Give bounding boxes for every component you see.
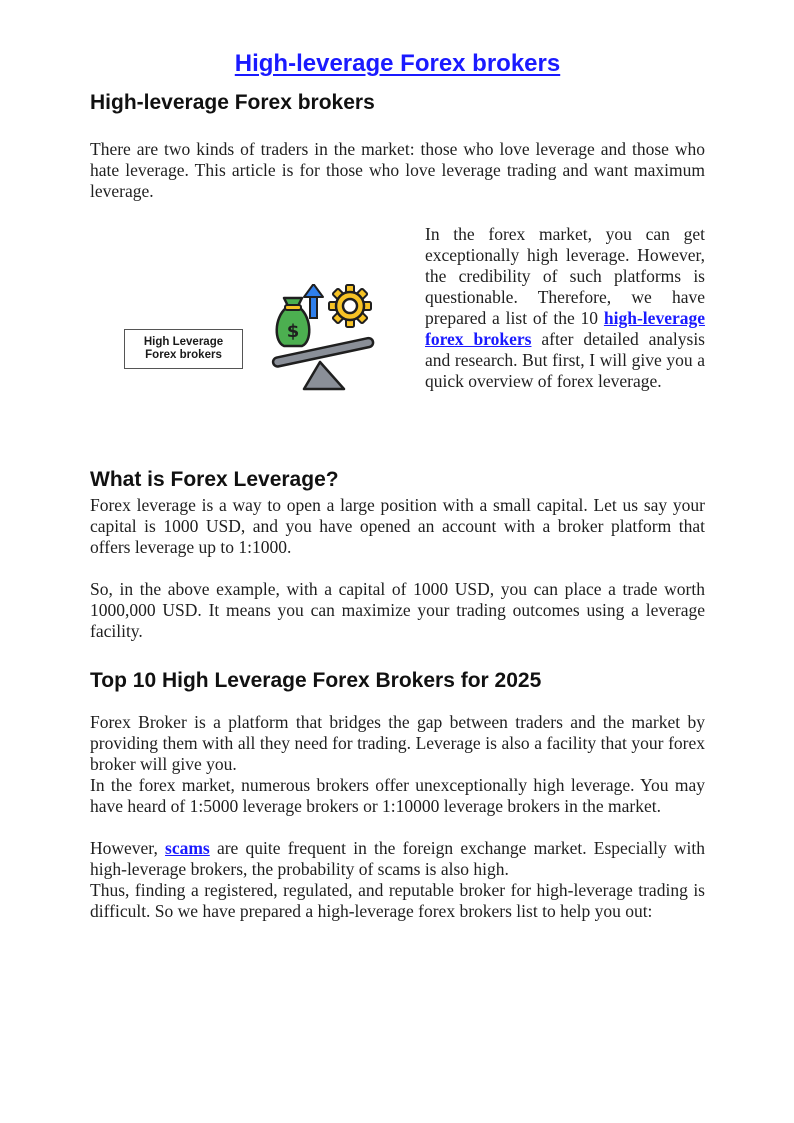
top-p3-after: are quite frequent in the foreign exchange market. Especially with high-leverage brokers, the probability of scams is also high. xyxy=(90,838,706,879)
top-paragraph-2: In the forex market, numerous brokers offer unexceptionally high leverage. You may have heard of 1:5000 leverage brokers or 1:10000 leverage brokers in the market. xyxy=(90,775,705,816)
intro-figure-section xyxy=(90,224,705,449)
title-link[interactable]: High-leverage Forex brokers xyxy=(234,50,561,77)
scams-link[interactable]: scams xyxy=(165,838,210,858)
top-paragraph-1: Forex Broker is a platform that bridges the gap between traders and the market by providing them with all they need for trading. Leverage is also a facility that your forex broker will give you. xyxy=(90,712,705,774)
side-paragraph xyxy=(425,224,705,449)
svg-text:$: $ xyxy=(286,321,300,342)
up-arrow-icon xyxy=(304,284,323,318)
side-text-part1: In the forex market, you can get exceptionally high leverage. However, the credibility of such platforms is questionable. Therefore, we have prepared a list of the 10 xyxy=(425,224,705,328)
gear-icon xyxy=(329,285,371,327)
figure-caption-box xyxy=(124,329,243,369)
document-page xyxy=(90,50,705,922)
what-paragraph-1: Forex leverage is a way to open a large position with a small capital. Let us say your capital is 1000 USD, and you have opened an account with a broker platform that offers leverage up to 1:1000. xyxy=(90,495,705,557)
main-heading: High-leverage Forex brokers xyxy=(90,91,375,114)
brokers-link[interactable]: high-leverage forex brokers xyxy=(425,308,705,349)
money-bag-icon xyxy=(277,298,310,346)
top-paragraph-3 xyxy=(90,838,705,880)
side-text-part2: after detailed analysis and research. But first, I will give you a quick overview of forex leverage. xyxy=(425,329,705,391)
what-paragraph-2: So, in the above example, with a capital of 1000 USD, you can place a trade worth 1000,000 USD. It means you can maximize your trading outcomes using a leverage facility. xyxy=(90,579,705,641)
top-paragraph-4: Thus, finding a registered, regulated, and reputable broker for high-leverage trading is difficult. So we have prepared a high-leverage forex brokers list to help you out: xyxy=(90,880,705,921)
section-heading-top10: Top 10 High Leverage Forex Brokers for 2025 xyxy=(90,669,542,692)
figure-caption-line2: Forex brokers xyxy=(145,349,222,361)
seesaw-scale-icon xyxy=(270,284,390,394)
intro-paragraph: There are two kinds of traders in the market: those who love leverage and those who hate leverage. This article is for those who love leverage trading and want maximum leverage. xyxy=(90,139,705,201)
top-p3-before: However, xyxy=(90,838,166,858)
section-heading-what: What is Forex Leverage? xyxy=(90,468,339,491)
leverage-illustration xyxy=(90,224,425,449)
figure-caption-line1: High Leverage xyxy=(143,336,224,348)
